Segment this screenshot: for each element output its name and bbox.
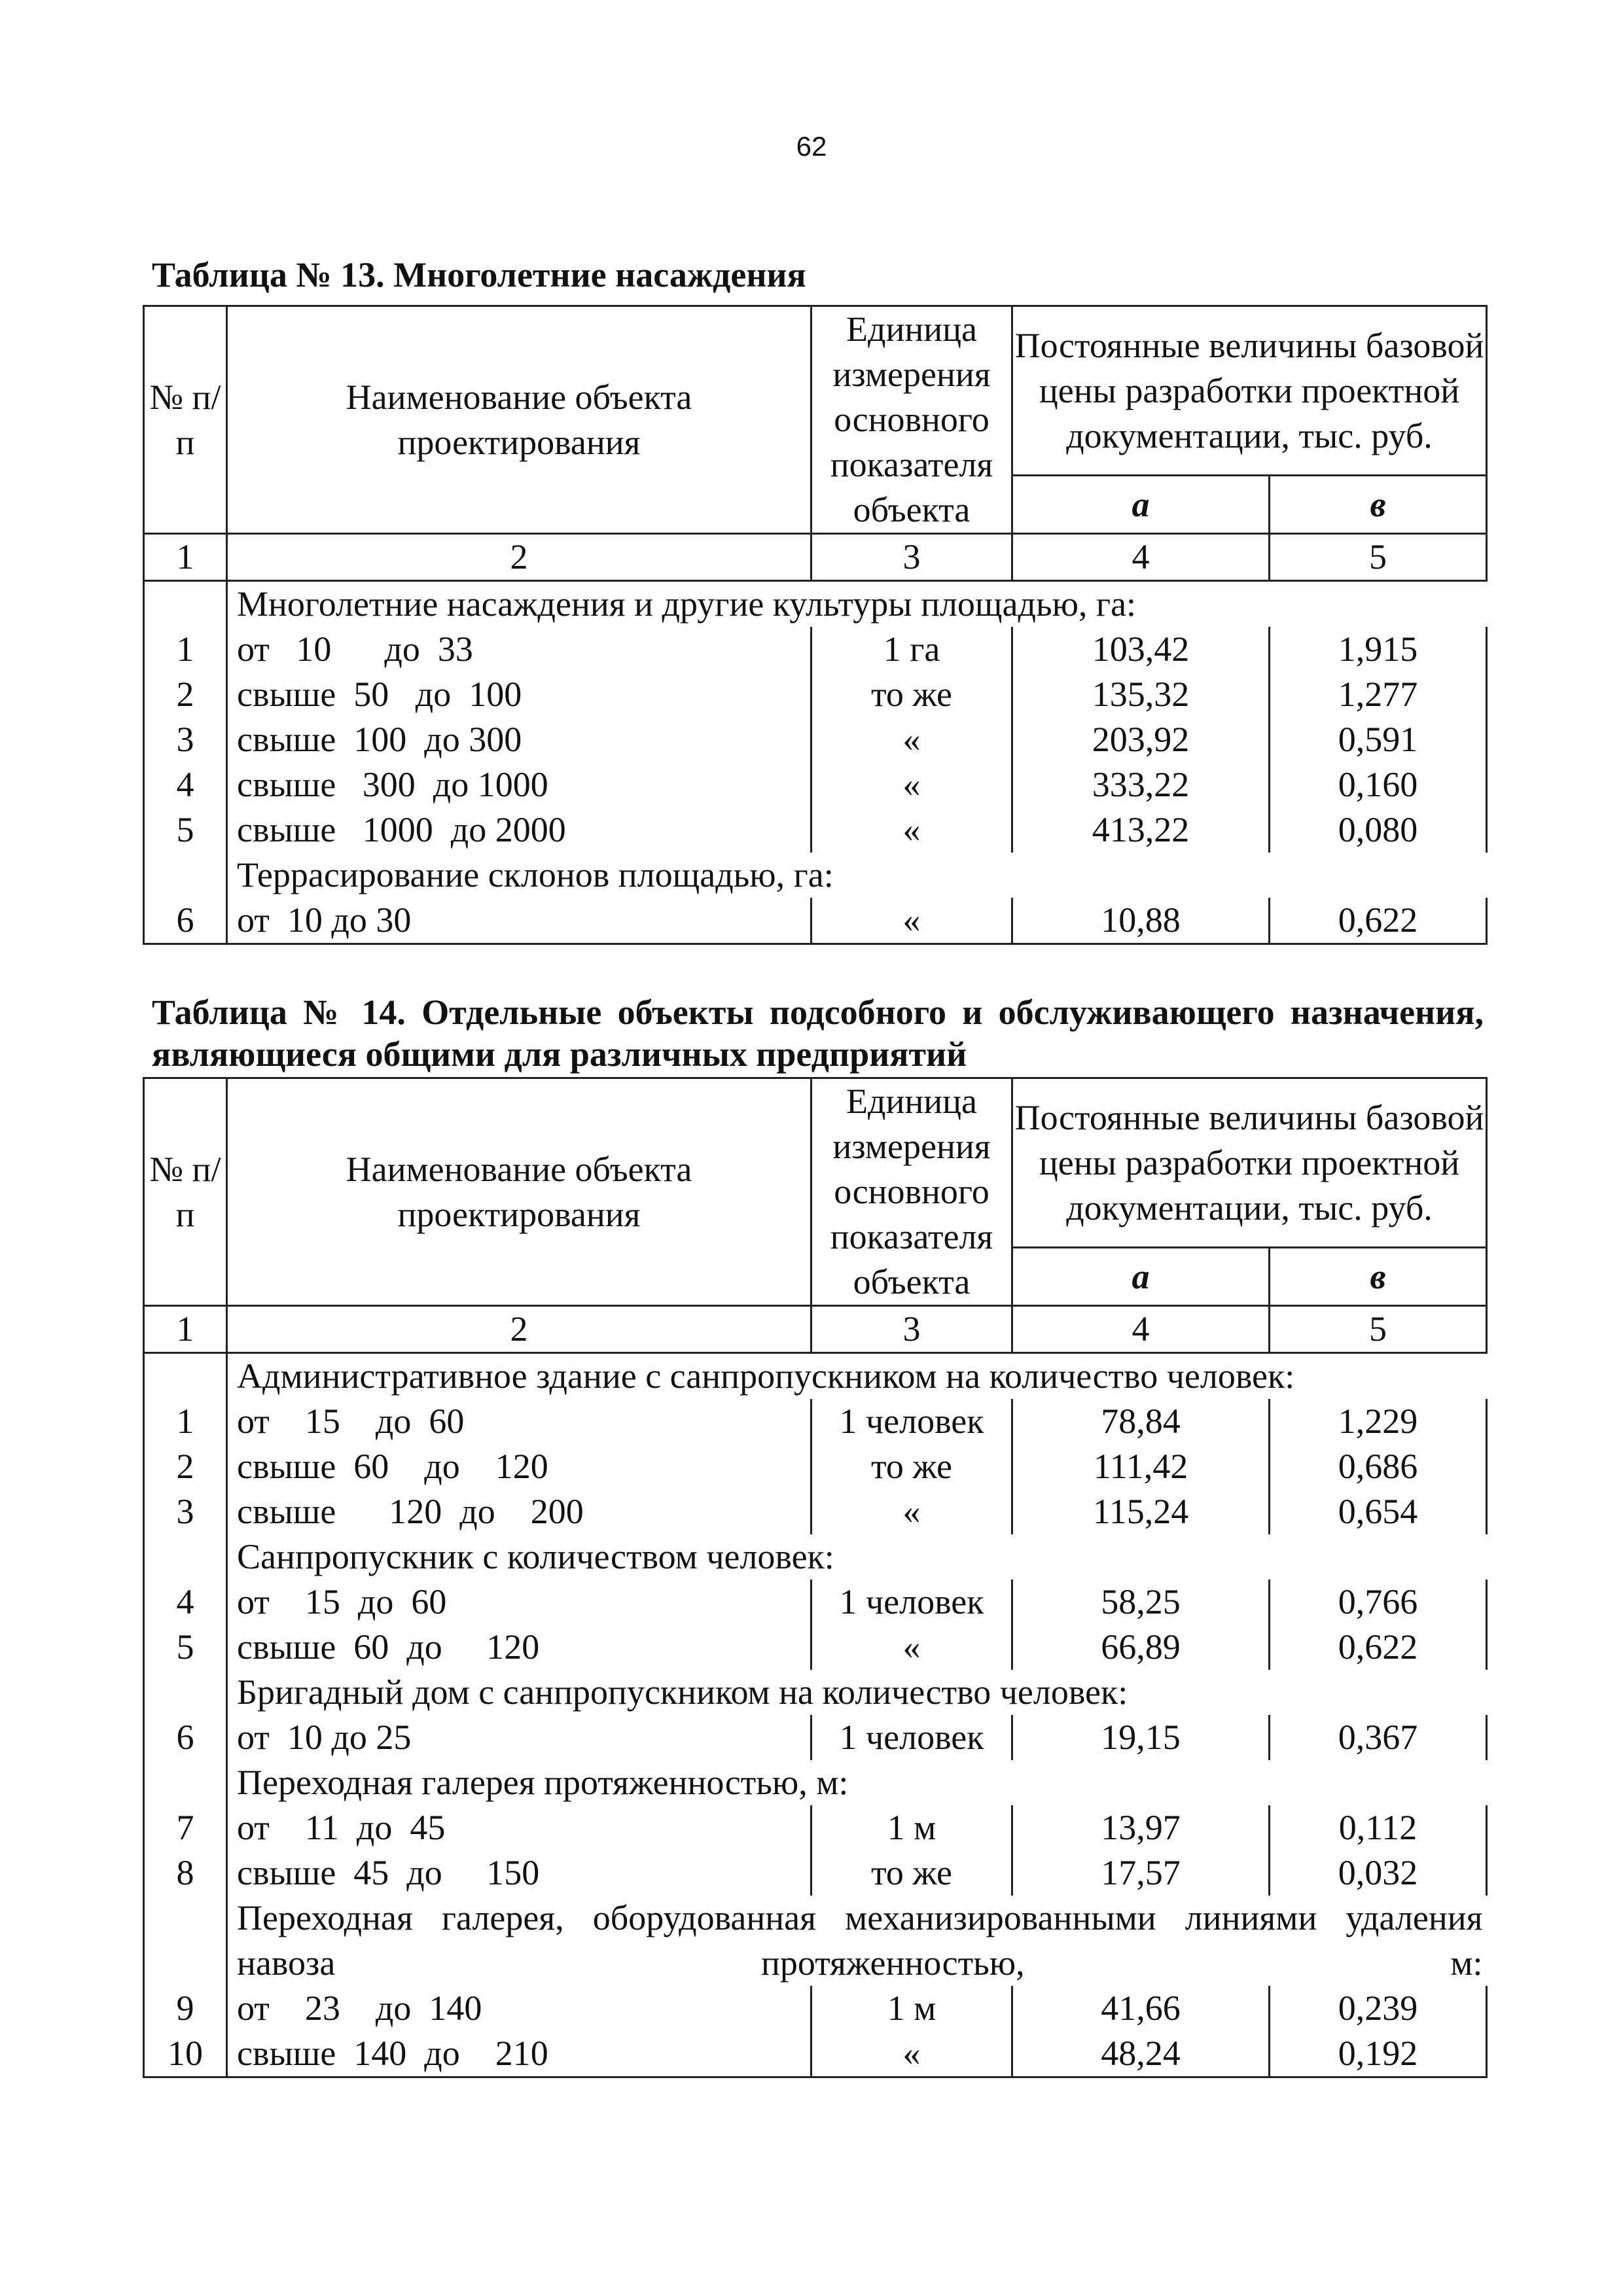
column-number: 5	[1270, 534, 1487, 581]
object-name: свыше 120 до 200	[227, 1489, 812, 1534]
value-a: 203,92	[1012, 717, 1270, 762]
value-v: 0,622	[1270, 898, 1487, 944]
row-number: 6	[144, 1715, 227, 1760]
row-number: 7	[144, 1805, 227, 1850]
group-num-cell	[144, 1670, 227, 1715]
column-number: 5	[1270, 1306, 1487, 1353]
value-a: 17,57	[1012, 1850, 1270, 1896]
table-13	[143, 305, 1488, 945]
group-title: Переходная галерея, оборудованная механизированными линиями удаления навоза протяженностью, м:	[227, 1896, 1487, 1986]
group-num-cell	[144, 581, 227, 627]
value-a: 13,97	[1012, 1805, 1270, 1850]
unit-cell: то же	[812, 1444, 1012, 1489]
group-row	[144, 853, 1487, 898]
header-const: Постоянные величины базовой цены разработки проектной документации, тыс. руб.	[1012, 306, 1487, 476]
table-row	[144, 1850, 1487, 1896]
unit-cell: 1 га	[812, 627, 1012, 672]
unit-cell: «	[812, 807, 1012, 853]
value-a: 58,25	[1012, 1580, 1270, 1625]
group-title: Бригадный дом с санпропускником на количество человек:	[227, 1670, 1487, 1715]
header-v: в	[1270, 1248, 1487, 1306]
row-number: 4	[144, 762, 227, 807]
value-v: 1,277	[1270, 672, 1487, 717]
value-v: 1,229	[1270, 1399, 1487, 1444]
value-v: 0,686	[1270, 1444, 1487, 1489]
object-name: свыше 100 до 300	[227, 717, 812, 762]
table-13-caption: Таблица № 13. Многолетние насаждения	[152, 255, 806, 294]
object-name: свыше 60 до 120	[227, 1625, 812, 1670]
value-v: 0,766	[1270, 1580, 1487, 1625]
table-row	[144, 1986, 1487, 2031]
value-a: 66,89	[1012, 1625, 1270, 1670]
value-v: 0,367	[1270, 1715, 1487, 1760]
header-unit: Единица измерения основного показателя объекта	[812, 306, 1012, 534]
value-v: 0,160	[1270, 762, 1487, 807]
table-row	[144, 1444, 1487, 1489]
table-row	[144, 1625, 1487, 1670]
header-unit: Единица измерения основного показателя объекта	[812, 1078, 1012, 1306]
group-num-cell	[144, 1896, 227, 1986]
header-name: Наименование объекта проектирования	[227, 1078, 812, 1306]
table-row	[144, 898, 1487, 944]
row-number: 2	[144, 1444, 227, 1489]
column-number: 4	[1012, 534, 1270, 581]
header-num: № п/п	[144, 1078, 227, 1306]
object-name: свыше 140 до 210	[227, 2031, 812, 2077]
value-a: 41,66	[1012, 1986, 1270, 2031]
column-number-row	[144, 534, 1487, 581]
object-name: свыше 60 до 120	[227, 1444, 812, 1489]
table-row	[144, 672, 1487, 717]
row-number: 3	[144, 717, 227, 762]
unit-cell: то же	[812, 672, 1012, 717]
page-number: 62	[796, 131, 827, 162]
header-const: Постоянные величины базовой цены разработки проектной документации, тыс. руб.	[1012, 1078, 1487, 1248]
group-title: Террасирование склонов площадью, га:	[227, 853, 1487, 898]
column-number: 1	[144, 1306, 227, 1353]
value-v: 0,192	[1270, 2031, 1487, 2077]
column-number: 3	[812, 534, 1012, 581]
value-a: 413,22	[1012, 807, 1270, 853]
value-a: 115,24	[1012, 1489, 1270, 1534]
value-v: 0,591	[1270, 717, 1487, 762]
table-row	[144, 762, 1487, 807]
row-number: 5	[144, 807, 227, 853]
row-number: 1	[144, 627, 227, 672]
unit-cell: «	[812, 1489, 1012, 1534]
group-num-cell	[144, 1353, 227, 1400]
group-num-cell	[144, 853, 227, 898]
value-a: 78,84	[1012, 1399, 1270, 1444]
value-a: 135,32	[1012, 672, 1270, 717]
group-title: Переходная галерея протяженностью, м:	[227, 1760, 1487, 1805]
column-number-row	[144, 1306, 1487, 1353]
row-number: 8	[144, 1850, 227, 1896]
value-a: 10,88	[1012, 898, 1270, 944]
group-title: Санпропускник с количеством человек:	[227, 1534, 1487, 1580]
unit-cell: «	[812, 762, 1012, 807]
row-number: 2	[144, 672, 227, 717]
column-number: 2	[227, 1306, 812, 1353]
object-name: от 23 до 140	[227, 1986, 812, 2031]
table-14-caption: Таблица № 14. Отдельные объекты подсобного и обслуживающего назначения, являющиеся общими для различных предприятий	[152, 993, 1484, 1074]
object-name: от 10 до 30	[227, 898, 812, 944]
header-a: а	[1012, 1248, 1270, 1306]
value-v: 0,080	[1270, 807, 1487, 853]
unit-cell: «	[812, 2031, 1012, 2077]
value-v: 0,654	[1270, 1489, 1487, 1534]
column-number: 2	[227, 534, 812, 581]
value-a: 19,15	[1012, 1715, 1270, 1760]
unit-cell: 1 человек	[812, 1715, 1012, 1760]
row-number: 5	[144, 1625, 227, 1670]
unit-cell: то же	[812, 1850, 1012, 1896]
unit-cell: 1 м	[812, 1986, 1012, 2031]
column-number: 3	[812, 1306, 1012, 1353]
row-number: 3	[144, 1489, 227, 1534]
group-row	[144, 1896, 1487, 1986]
table-row	[144, 1489, 1487, 1534]
row-number: 6	[144, 898, 227, 944]
group-num-cell	[144, 1760, 227, 1805]
value-v: 1,915	[1270, 627, 1487, 672]
object-name: свыше 1000 до 2000	[227, 807, 812, 853]
group-row	[144, 1670, 1487, 1715]
table-row	[144, 807, 1487, 853]
value-v: 0,239	[1270, 1986, 1487, 2031]
column-number: 1	[144, 534, 227, 581]
column-number: 4	[1012, 1306, 1270, 1353]
group-row	[144, 1353, 1487, 1400]
unit-cell: 1 м	[812, 1805, 1012, 1850]
table-row	[144, 1399, 1487, 1444]
value-a: 111,42	[1012, 1444, 1270, 1489]
group-num-cell	[144, 1534, 227, 1580]
table-14	[143, 1077, 1488, 2078]
header-v: в	[1270, 476, 1487, 534]
value-a: 333,22	[1012, 762, 1270, 807]
table-row	[144, 1805, 1487, 1850]
row-number: 9	[144, 1986, 227, 2031]
group-title: Административное здание с санпропускником на количество человек:	[227, 1353, 1487, 1400]
object-name: от 15 до 60	[227, 1580, 812, 1625]
value-v: 0,622	[1270, 1625, 1487, 1670]
group-row	[144, 581, 1487, 627]
object-name: от 11 до 45	[227, 1805, 812, 1850]
table-13-body	[144, 534, 1487, 944]
value-a: 48,24	[1012, 2031, 1270, 2077]
value-a: 103,42	[1012, 627, 1270, 672]
unit-cell: 1 человек	[812, 1399, 1012, 1444]
object-name: от 10 до 33	[227, 627, 812, 672]
table-14-body	[144, 1306, 1487, 2077]
row-number: 4	[144, 1580, 227, 1625]
object-name: от 10 до 25	[227, 1715, 812, 1760]
unit-cell: 1 человек	[812, 1580, 1012, 1625]
unit-cell: «	[812, 1625, 1012, 1670]
header-name: Наименование объекта проектирования	[227, 306, 812, 534]
table-row	[144, 627, 1487, 672]
unit-cell: «	[812, 898, 1012, 944]
object-name: свыше 50 до 100	[227, 672, 812, 717]
table-row	[144, 1580, 1487, 1625]
row-number: 10	[144, 2031, 227, 2077]
object-name: от 15 до 60	[227, 1399, 812, 1444]
table-row	[144, 2031, 1487, 2077]
table-row	[144, 717, 1487, 762]
row-number: 1	[144, 1399, 227, 1444]
group-row	[144, 1534, 1487, 1580]
group-title: Многолетние насаждения и другие культуры площадью, га:	[227, 581, 1487, 627]
table-row	[144, 1715, 1487, 1760]
unit-cell: «	[812, 717, 1012, 762]
header-num: № п/п	[144, 306, 227, 534]
group-row	[144, 1760, 1487, 1805]
value-v: 0,032	[1270, 1850, 1487, 1896]
object-name: свыше 300 до 1000	[227, 762, 812, 807]
object-name: свыше 45 до 150	[227, 1850, 812, 1896]
value-v: 0,112	[1270, 1805, 1487, 1850]
header-a: а	[1012, 476, 1270, 534]
